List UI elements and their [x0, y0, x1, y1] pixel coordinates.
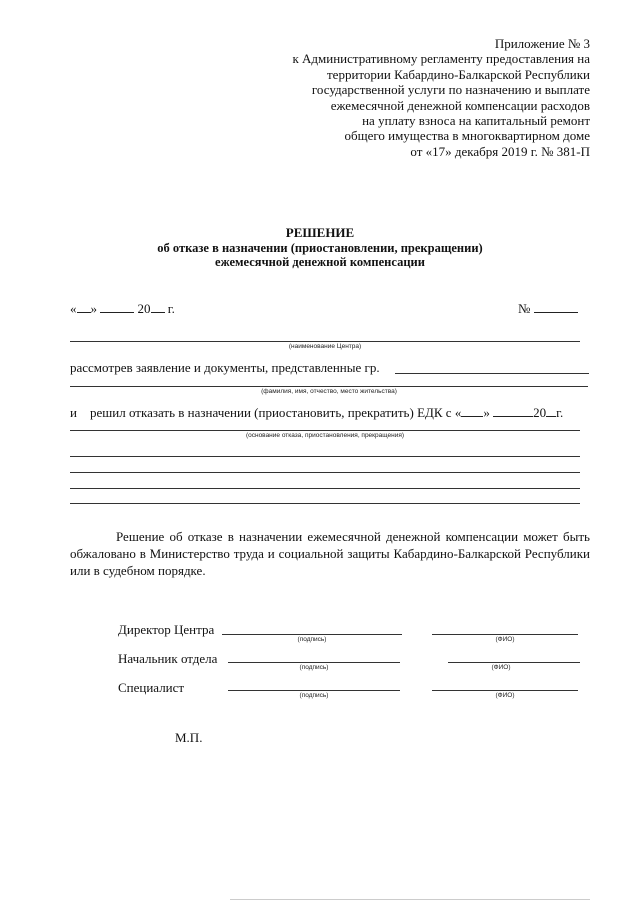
day-field[interactable] [77, 300, 91, 313]
reason-field-5[interactable] [70, 503, 580, 504]
reason-field-4[interactable] [70, 488, 580, 489]
decided-month-field[interactable] [493, 404, 533, 417]
reason-field-2[interactable] [70, 456, 580, 457]
quote-open: « [70, 301, 77, 316]
month-field[interactable] [100, 300, 134, 313]
page-edge-divider [230, 899, 590, 900]
reason-field-1[interactable] [70, 430, 580, 431]
decided-and: и [70, 405, 77, 420]
citizen-field[interactable] [70, 386, 588, 387]
annex-line: общего имущества в многоквартирном доме [344, 128, 590, 144]
center-name-field[interactable] [70, 341, 580, 342]
decided-year-prefix: 20 [533, 405, 547, 420]
director-fio-field[interactable] [432, 634, 578, 635]
annex-line: к Административному регламенту предоставления на [292, 51, 590, 67]
signature-label-director: Директор Центра [118, 622, 215, 637]
number-line [518, 300, 578, 317]
appeal-paragraph: Решение об отказе в назначении ежемесячной денежной компенсации может быть обжаловано в Министерство труда и социальной защиты Кабардино-Балкарской Республики или в судебном порядке. [70, 529, 590, 578]
caption-fio: (ФИО) [491, 664, 511, 671]
caption-signature: (подпись) [299, 692, 329, 699]
quote-close: » [90, 301, 97, 316]
document-title [60, 226, 580, 270]
signature-label-head: Начальник отдела [118, 651, 218, 666]
caption-signature: (подпись) [299, 664, 329, 671]
caption-reason: (основание отказа, приостановления, прекращения) [245, 432, 405, 439]
seal-mark: М.П. [175, 730, 203, 745]
title-subtitle: об отказе в назначении (приостановлении, прекращении) [157, 240, 483, 255]
decided-text: решил отказать в назначении (приостановить, прекратить) ЕДК с « [89, 405, 462, 420]
annex-line: от «17» декабря 2019 г. № 381-П [410, 143, 590, 159]
annex-line: Приложение № 3 [494, 36, 590, 51]
year-suffix: г. [167, 301, 175, 316]
reason-field-3[interactable] [70, 472, 580, 473]
considered-text: рассмотрев заявление и документы, представленные гр. [70, 360, 380, 375]
specialist-fio-field[interactable] [432, 690, 578, 691]
caption-fio: (ФИО) [495, 692, 515, 699]
head-signature-field[interactable] [228, 662, 400, 663]
citizen-inline-field[interactable] [395, 373, 589, 374]
caption-signature: (подпись) [297, 636, 327, 643]
caption-fio: (ФИО) [495, 636, 515, 643]
number-label: № [518, 301, 531, 316]
decided-day-field[interactable] [461, 404, 483, 417]
decided-quote-close: » [483, 405, 490, 420]
title-main: РЕШЕНИЕ [285, 225, 355, 240]
caption-center-name: (наименование Центра) [288, 343, 362, 350]
decided-year-suffix: г. [556, 405, 564, 420]
annex-line: государственной услуги по назначению и выплате [311, 82, 590, 98]
caption-citizen: (фамилия, имя, отчество, место жительства) [261, 388, 397, 395]
annex-header [270, 36, 590, 159]
head-fio-field[interactable] [448, 662, 580, 663]
specialist-signature-field[interactable] [228, 690, 400, 691]
decided-year-field[interactable] [546, 404, 556, 417]
signature-label-specialist: Специалист [118, 680, 185, 695]
director-signature-field[interactable] [222, 634, 402, 635]
annex-line: ежемесячной денежной компенсации расходов [330, 97, 590, 113]
year-field[interactable] [151, 300, 165, 313]
title-subtitle-2: ежемесячной денежной компенсации [215, 255, 425, 269]
annex-line: на уплату взноса на капитальный ремонт [362, 113, 590, 129]
annex-line: территории Кабардино-Балкарской Республики [327, 66, 590, 82]
decided-line [70, 404, 563, 421]
number-field[interactable] [534, 300, 578, 313]
year-prefix: 20 [137, 301, 151, 316]
date-line [70, 300, 175, 317]
